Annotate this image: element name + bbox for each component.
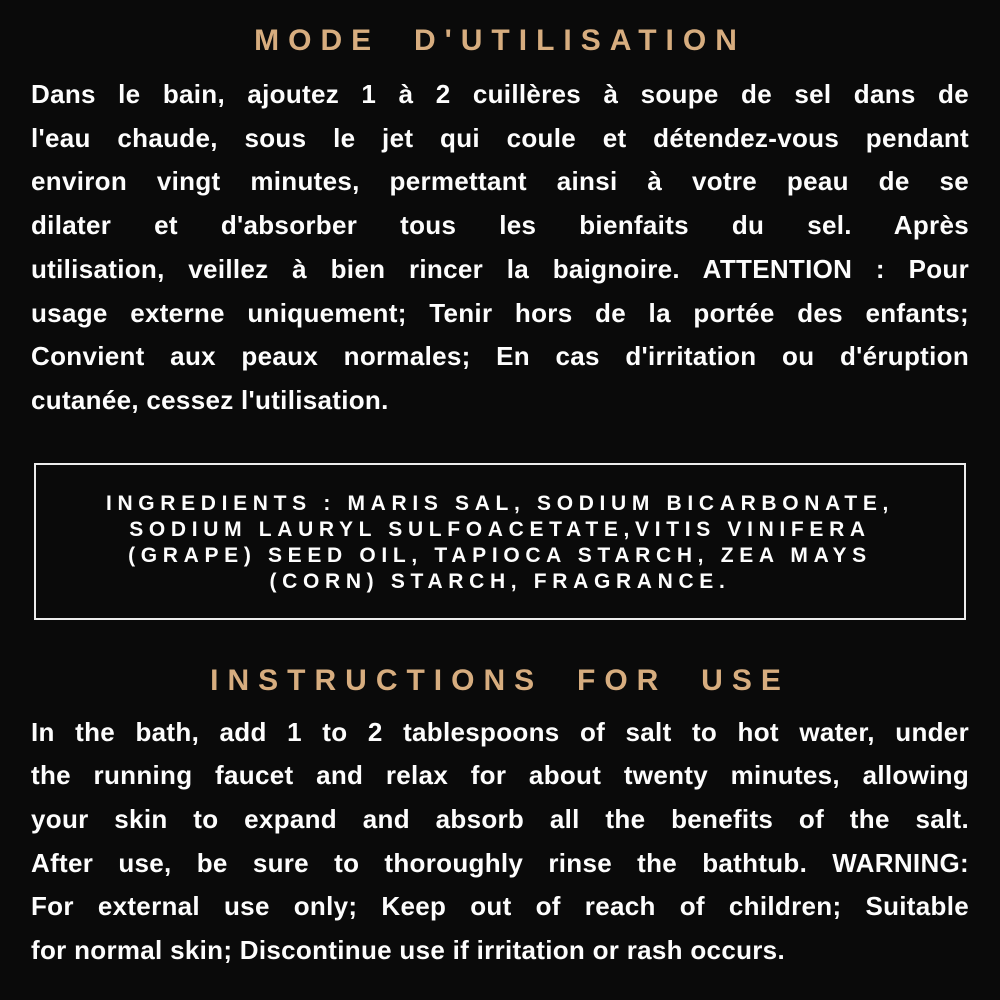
english-instructions-paragraph [31,711,969,973]
french-instructions-line: Dans le bain, ajoutez 1 à 2 cuillères à soupe de sel dans de [31,79,969,109]
ingredients-line: SODIUM LAURYL SULFOACETATE,VITIS VINIFERA [129,517,871,541]
ingredients-line: (GRAPE) SEED OIL, TAPIOCA STARCH, ZEA MAYS [128,543,872,567]
french-instructions-line: cutanée, cessez l'utilisation. [31,384,389,415]
english-instructions-line: for normal skin; Discontinue use if irritation or rash occurs. [31,935,785,966]
french-instructions-line: utilisation, veillez à bien rincer la baignoire. ATTENTION : Pour [31,253,969,284]
french-instructions-line: Convient aux peaux normales; En cas d'irritation ou d'éruption [31,341,969,372]
french-instructions-line: dilater et d'absorber tous les bienfaits du sel. Après [31,210,969,241]
french-instructions-line: environ vingt minutes, permettant ainsi à votre peau de se [31,166,969,197]
mode-dutilisation-heading: MODE D'UTILISATION [254,24,746,57]
french-instructions-paragraph [31,73,969,423]
french-instructions-line: l'eau chaude, sous le jet qui coule et détendez-vous pendant [31,122,969,153]
ingredients-line: INGREDIENTS : MARIS SAL, SODIUM BICARBONATE, [105,491,895,515]
english-instructions-line: In the bath, add 1 to 2 tablespoons of salt to hot water, under [31,716,969,747]
french-instructions-line: usage externe uniquement; Tenir hors de la portée des enfants; [31,297,969,328]
english-instructions-line: For external use only; Keep out of reach of children; Suitable [31,891,969,922]
english-instructions-line: your skin to expand and absorb all the benefits of the salt. [31,804,969,835]
instructions-for-use-heading: INSTRUCTIONS FOR USE [210,663,790,697]
english-instructions-line: the running faucet and relax for about twenty minutes, allowing [31,760,969,791]
ingredients-line: (CORN) STARCH, FRAGRANCE. [269,569,731,593]
ingredients-box [34,463,966,620]
english-instructions-line: After use, be sure to thoroughly rinse the bathtub. WARNING: [31,847,969,878]
